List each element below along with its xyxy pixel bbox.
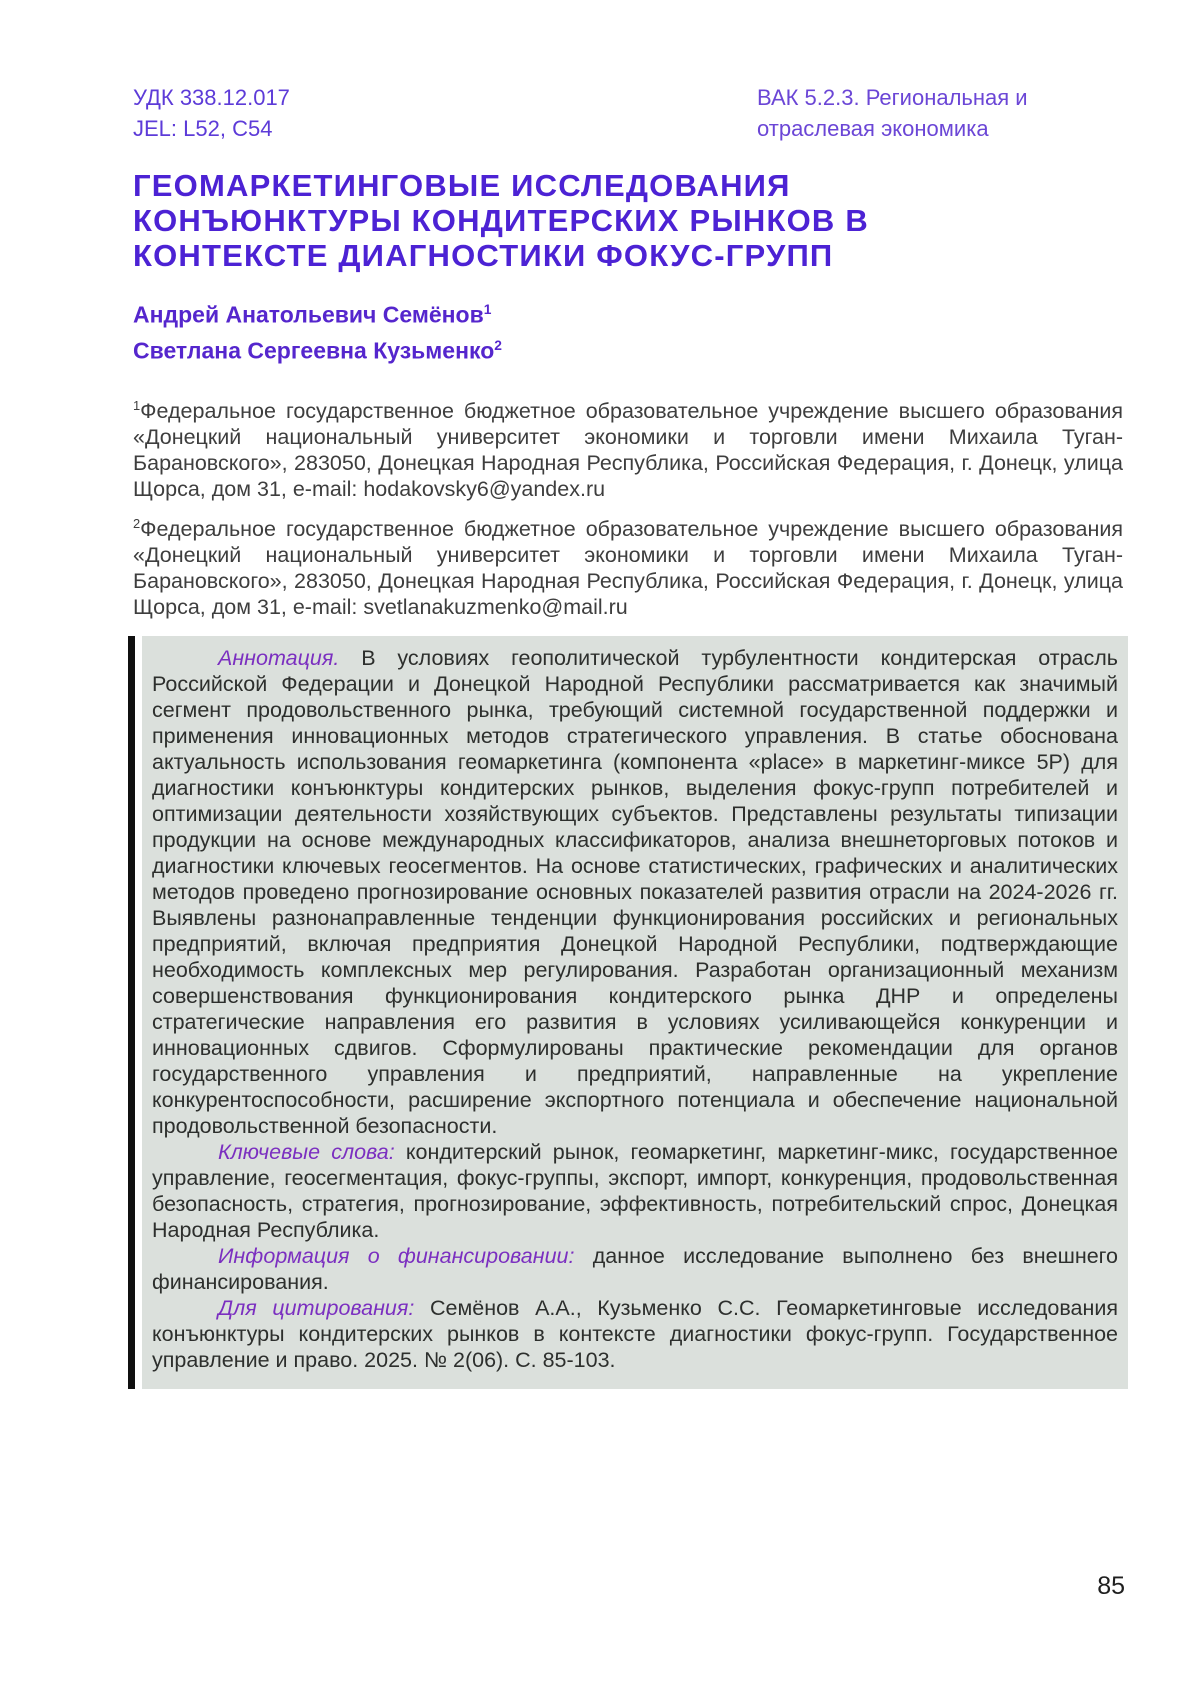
funding-label: Информация о финансировании: (218, 1244, 575, 1269)
article-title (133, 168, 1123, 273)
affiliation-2-text: Федеральное государственное бюджетное образовательное учреждение высшего образования «Донецкий национальный университет экономики и торговли имени Михаила Туган-Барановского», 283050, Донецкая Народная Республика, Российская Федерация, г. Донецк, улица Щорса, дом 31, e-mail: svetlanakuzmenko@mail.ru (133, 517, 1123, 620)
article-title-line3: КОНТЕКСТЕ ДИАГНОСТИКИ ФОКУС-ГРУПП (133, 238, 834, 273)
keywords-paragraph (152, 1139, 1118, 1243)
article-title-line2: КОНЪЮНКТУРЫ КОНДИТЕРСКИХ РЫНКОВ В (133, 203, 869, 238)
affiliation-2-mark: 2 (133, 516, 141, 532)
vak-category-line1: ВАК 5.2.3. Региональная и (757, 85, 1028, 110)
abstract-block (128, 636, 1128, 1389)
jel-code: JEL: L52, C54 (133, 116, 273, 141)
article-title-line1: ГЕОМАРКЕТИНГОВЫЕ ИССЛЕДОВАНИЯ (133, 168, 791, 203)
funding-paragraph (152, 1243, 1118, 1295)
author-2-text: Светлана Сергеевна Кузьменко (133, 338, 495, 365)
udk-code: УДК 338.12.017 (133, 85, 290, 110)
article-meta-header (133, 82, 1123, 146)
keywords-label: Ключевые слова: (218, 1140, 395, 1165)
author-1-text: Андрей Анатольевич Семёнов (133, 301, 484, 328)
annotation-label: Аннотация. (218, 646, 340, 671)
affiliation-1 (133, 393, 1123, 502)
citation-paragraph (152, 1295, 1118, 1373)
affiliation-2 (133, 511, 1123, 620)
abstract-left-bar (128, 636, 135, 1389)
abstract-body (142, 636, 1128, 1389)
page-number: 85 (1097, 1572, 1125, 1600)
affiliation-1-mark: 1 (133, 398, 141, 414)
author-name-2 (133, 330, 1123, 367)
annotation-text: В условиях геополитической турбулентности кондитерская отрасль Российской Федерации и Донецкой Народной Республики рассматривается как значимый сегмент продовольственного рынка, требующий системной государственной поддержки и применения инновационных методов стратегического управления. В статье обоснована актуальность использования геомаркетинга (компонента «place» в маркетинг-миксе 5P) для диагностики конъюнктуры кондитерских рынков, выделения фокус-групп потребителей и оптимизации деятельности хозяйствующих субъектов. Представлены результаты типизации продукции на основе международных классификаторов, анализа внешнеторговых потоков и диагностики ключевых геосегментов. На основе статистических, графических и аналитических методов проведено прогнозирование основных показателей развития отрасли на 2024-2026 гг. Выявлены разнонаправленные тенденции функционирования российских и региональных предприятий, включая предприятия Донецкой Народной Республики, подтверждающие необходимость комплексных мер регулирования. Разработан организационный механизм совершенствования функционирования кондитерского рынка ДНР и определены стратегические направления его развития в условиях усиливающейся конкуренции и инновационных сдвигов. Сформулированы практические рекомендации для органов государственного управления и предприятий, направленные на укрепление конкурентоспособности, расширение экспортного потенциала и обеспечение национальной продовольственной безопасности. (152, 646, 1118, 1139)
author-1-affiliation-mark: 1 (483, 301, 492, 317)
affiliations-section (133, 393, 1123, 620)
citation-text: Семёнов А.А., Кузьменко С.С. Геомаркетинговые исследования конъюнктуры кондитерских рынков в контексте диагностики фокус-групп. Государственное управление и право. 2025. № 2(06). С. 85-103. (152, 1296, 1118, 1373)
annotation-paragraph (152, 645, 1118, 1139)
author-2-affiliation-mark: 2 (494, 338, 502, 354)
vak-category (757, 82, 1028, 144)
author-name-1 (133, 294, 1123, 331)
page-content (133, 82, 1123, 1389)
funding-text: данное исследование выполнено без внешнего финансирования. (152, 1244, 1118, 1295)
citation-label: Для цитирования: (218, 1296, 415, 1321)
authors-list (133, 294, 1123, 367)
affiliation-1-text: Федеральное государственное бюджетное образовательное учреждение высшего образования «Донецкий национальный университет экономики и торговли имени Михаила Туган-Барановского», 283050, Донецкая Народная Республика, Российская Федерация, г. Донецк, улица Щорса, дом 31, e-mail: hodakovsky6@yandex.ru (133, 399, 1123, 502)
vak-category-line2: отраслевая экономика (757, 116, 989, 141)
keywords-text: кондитерский рынок, геомаркетинг, маркетинг-микс, государственное управление, геосегментация, фокус-группы, экспорт, импорт, конкуренция, продовольственная безопасность, стратегия, прогнозирование, эффективность, потребительский спрос, Донецкая Народная Республика. (152, 1140, 1118, 1243)
